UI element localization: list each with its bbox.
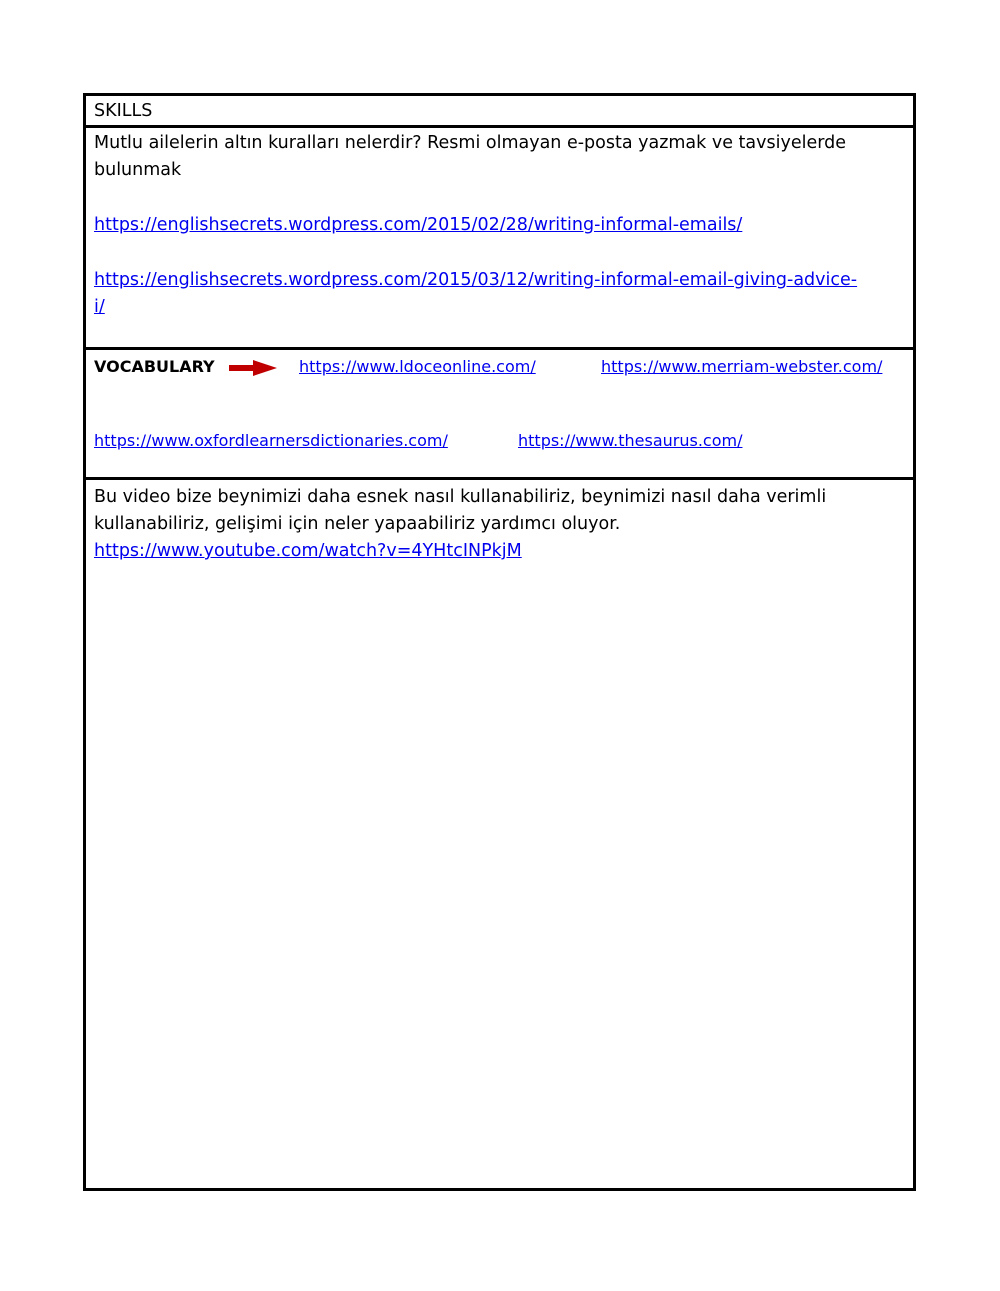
right-arrow-icon	[229, 360, 277, 376]
vocab-link-merriam-webster[interactable]: https://www.merriam-webster.com/	[601, 357, 883, 376]
skills-body-row	[86, 128, 913, 350]
vocab-link-thesaurus[interactable]: https://www.thesaurus.com/	[518, 431, 743, 450]
worksheet-table	[83, 93, 916, 1191]
video-description-line1: Bu video bize beynimizi daha esnek nasıl kullanabiliriz, beynimizi nasıl daha verimli	[94, 487, 827, 507]
skills-link-giving-advice[interactable]: https://englishsecrets.wordpress.com/2015/03/12/writing-informal-email-giving-advice-	[94, 270, 858, 290]
skills-link-informal-emails[interactable]: https://englishsecrets.wordpress.com/2015/02/28/writing-informal-emails/	[94, 215, 743, 235]
vocab-link-ldoce[interactable]: https://www.ldoceonline.com/	[299, 357, 536, 376]
video-link-youtube[interactable]: https://www.youtube.com/watch?v=4YHtcINPkjM	[94, 541, 522, 561]
skills-description-line1: Mutlu ailelerin altın kuralları nelerdir? Resmi olmayan e-posta yazmak ve tavsiyelerde	[94, 133, 846, 153]
video-row	[86, 480, 913, 1188]
skills-heading: SKILLS	[94, 101, 153, 121]
skills-link-giving-advice-cont[interactable]: i/	[94, 297, 105, 317]
vocabulary-heading: VOCABULARY	[94, 357, 215, 376]
skills-header-row	[86, 96, 913, 128]
vocab-link-oxford[interactable]: https://www.oxfordlearnersdictionaries.com/	[94, 431, 448, 450]
vocabulary-row	[86, 350, 913, 480]
skills-description-line2: bulunmak	[94, 160, 182, 180]
video-description-line2: kullanabiliriz, gelişimi için neler yapaabiliriz yardımcı oluyor.	[94, 514, 621, 534]
